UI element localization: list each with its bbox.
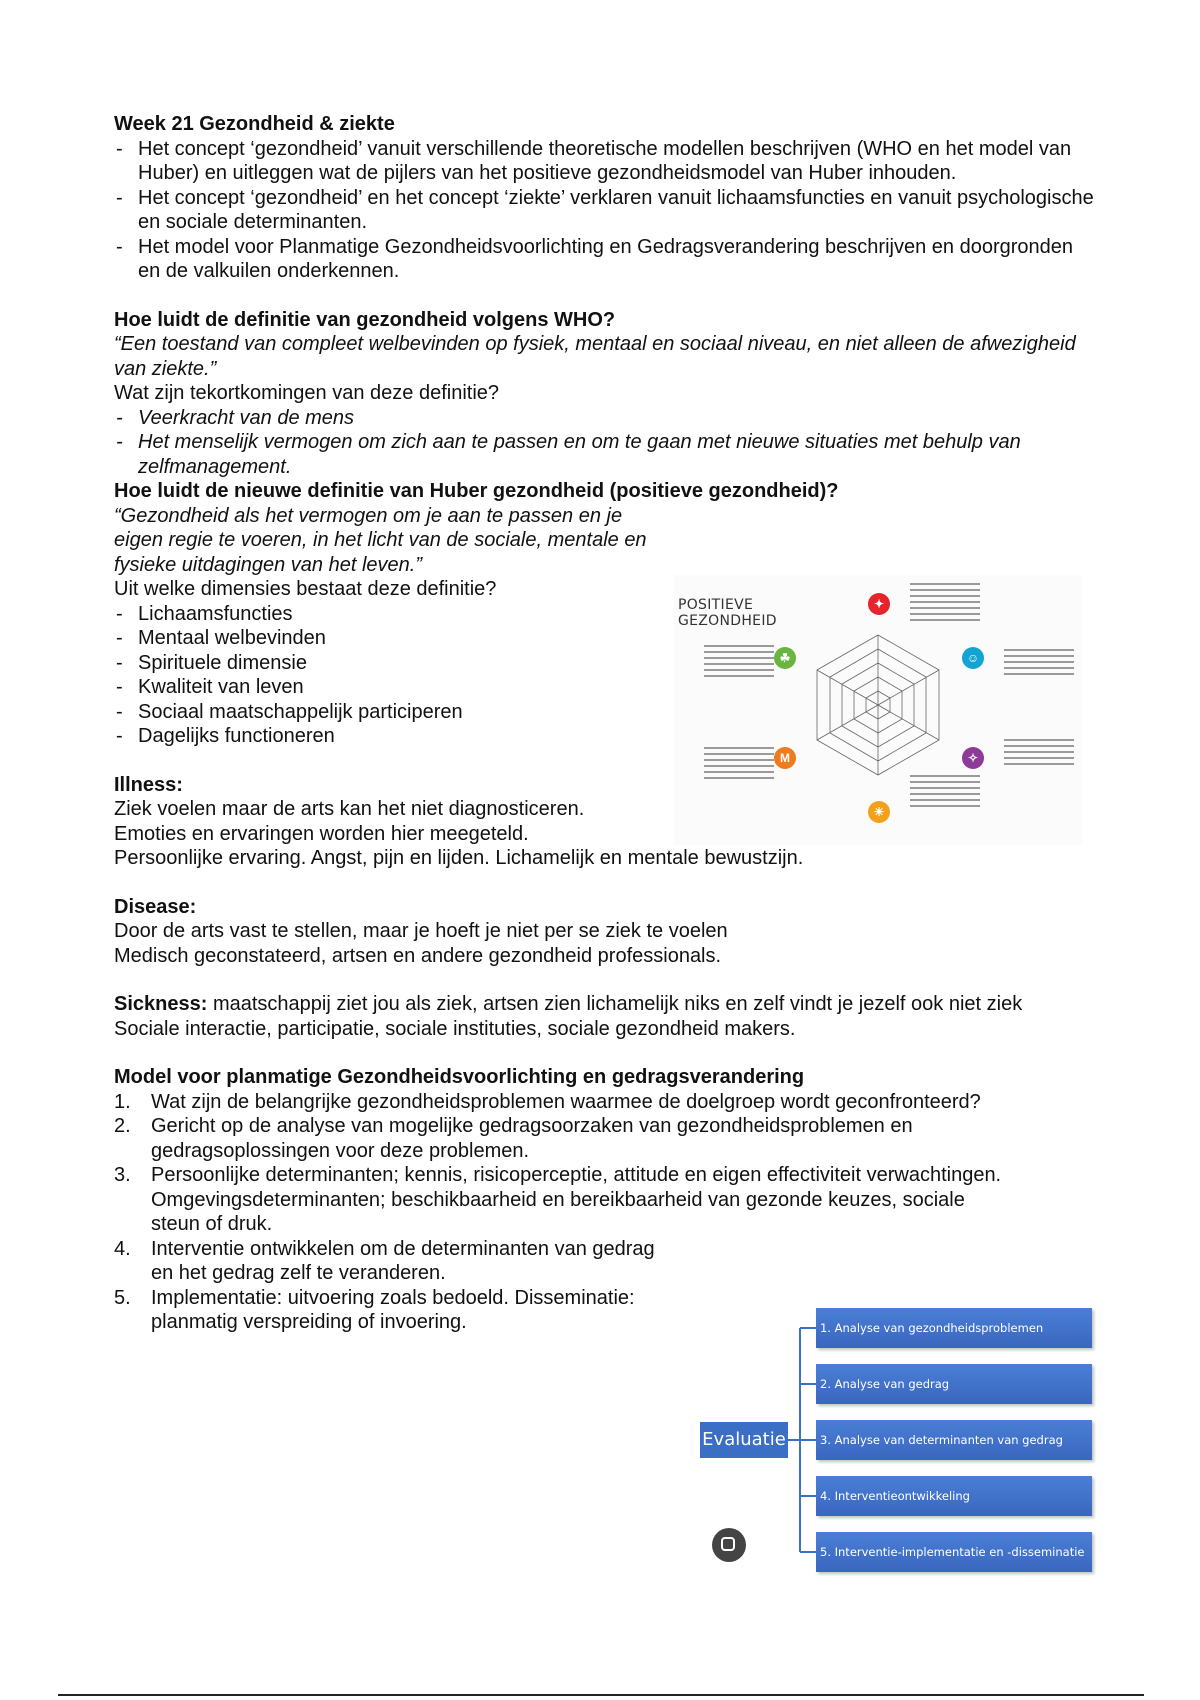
step-number: 5. xyxy=(114,1286,131,1309)
shortcoming-item: - Veerkracht van de mens xyxy=(114,406,1094,431)
figure-title: POSITIEVE GEZONDHEID xyxy=(678,597,777,629)
goal-item: - Het model voor Planmatige Gezondheidsvoorlichting en Gedragsverandering beschrijven en doorgronden en de valkuilen onderkennen. xyxy=(114,235,1094,284)
sickness-title: Sickness: xyxy=(114,993,208,1015)
section-title: Week 21 Gezondheid & ziekte xyxy=(114,113,395,135)
disease-line: Medisch geconstateerd, artsen en andere gezondheid professionals. xyxy=(114,944,722,967)
model-step xyxy=(114,1286,671,1335)
step-number: 3. xyxy=(114,1164,131,1186)
illness-line: Ziek voelen maar de arts kan het niet diagnosticeren. xyxy=(114,798,585,820)
body-functions-icon: ✦ xyxy=(868,593,890,615)
model-title: Model voor planmatige Gezondheidsvoorlichting en gedragsverandering xyxy=(114,1066,805,1088)
learning-goals xyxy=(114,137,1094,284)
dimension-item: - Sociaal maatschappelijk participeren xyxy=(114,700,1094,725)
step-number: 4. xyxy=(114,1237,131,1260)
legend-lines xyxy=(910,771,980,811)
legend-lines xyxy=(704,743,774,783)
flow-step: 4. Interventieontwikkeling xyxy=(816,1476,1092,1516)
who-subquestion: Wat zijn tekortkomingen van deze definitie? xyxy=(114,382,500,404)
dimension-item: - Lichaamsfuncties xyxy=(114,602,1094,627)
evaluation-box: Evaluatie xyxy=(700,1422,788,1458)
legend-lines xyxy=(704,641,774,681)
step-number: 2. xyxy=(114,1115,131,1137)
illness-line: Emoties en ervaringen worden hier meegeteld. xyxy=(114,822,529,845)
dimension-item: - Spirituele dimensie xyxy=(114,651,1094,676)
goal-item: - Het concept ‘gezondheid’ en het concept ‘ziekte’ verklaren vanuit lichaamsfuncties en vanuit psychologische en sociale determinanten. xyxy=(114,186,1094,235)
huber-subquestion: Uit welke dimensies bestaat deze definitie? xyxy=(114,578,497,600)
goal-item: - Het concept ‘gezondheid’ vanuit verschillende theoretische modellen beschrijven (WHO en het model van Huber) en uitleggen wat de pijlers van het positieve gezondheidsmodel van Huber inhouden. xyxy=(114,137,1094,186)
disease-title: Disease: xyxy=(114,895,197,918)
sickness-line: Sociale interactie, participatie, sociale instituties, sociale gezondheid makers. xyxy=(114,1017,796,1040)
mental-wellbeing-icon: ☺ xyxy=(962,647,984,669)
flow-step: 1. Analyse van gezondheidsproblemen xyxy=(816,1308,1092,1348)
who-question: Hoe luidt de definitie van gezondheid volgens WHO? xyxy=(114,308,616,331)
illness-line: Persoonlijke ervaring. Angst, pijn en lijden. Lichamelijk en mentale bewustzijn. xyxy=(114,847,804,869)
model-step xyxy=(114,1237,671,1286)
huber-question: Hoe luidt de nieuwe definitie van Huber gezondheid (positieve gezondheid)? xyxy=(114,480,839,502)
legend-lines xyxy=(1004,735,1074,769)
flow-step: 3. Analyse van determinanten van gedrag xyxy=(816,1420,1092,1460)
page-bottom-rule xyxy=(58,1694,1144,1696)
who-shortcomings xyxy=(114,406,1094,480)
meaning-icon: ✧ xyxy=(962,747,984,769)
step-text: Interventie ontwikkelen om de determinanten van gedrag en het gedrag zelf te veranderen. xyxy=(151,1237,655,1284)
legend-lines xyxy=(910,579,980,625)
flow-step: 5. Interventie-implementatie en -disseminatie xyxy=(816,1532,1092,1572)
quality-of-life-icon: ☀ xyxy=(868,801,890,823)
dimension-item: - Kwaliteit van leven xyxy=(114,675,1094,700)
who-quote: “Een toestand van compleet welbevinden op fysiek, mentaal en sociaal niveau, en niet alleen de afwezigheid van ziekte.” xyxy=(114,333,1076,380)
model-step xyxy=(114,1163,1011,1237)
participation-icon: M xyxy=(774,747,796,769)
illness-title: Illness: xyxy=(114,773,183,796)
model-step xyxy=(114,1114,1094,1163)
sickness-paragraph xyxy=(114,992,1094,1017)
step-text: Persoonlijke determinanten; kennis, risicoperceptie, attitude en eigen effectiviteit verwachtingen. Omgevingsdeterminanten; beschikbaarheid en bereikbaarheid van gezonde keuzes, sociale steun of druk. xyxy=(151,1164,1002,1235)
step-text: Gericht op de analyse van mogelijke gedragsoorzaken van gezondheidsproblemen en gedragsoplossingen voor deze problemen. xyxy=(151,1115,913,1162)
positive-health-figure xyxy=(674,575,1082,845)
shortcoming-item: - Het menselijk vermogen om zich aan te passen en om te gaan met nieuwe situaties met behulp van zelfmanagement. xyxy=(114,430,1094,479)
sickness-text: maatschappij ziet jou als ziek, artsen zien lichamelijk niks en zelf vindt je jezelf ook niet ziek xyxy=(207,993,1023,1015)
lens-icon[interactable] xyxy=(712,1528,746,1562)
evaluation-flow-diagram xyxy=(700,1290,1100,1590)
flow-step: 2. Analyse van gedrag xyxy=(816,1364,1092,1404)
step-text: Implementatie: uitvoering zoals bedoeld. Disseminatie: planmatig verspreiding of invoering. xyxy=(151,1286,635,1333)
daily-functioning-icon: ☘ xyxy=(774,647,796,669)
model-step xyxy=(114,1090,1094,1115)
step-number: 1. xyxy=(114,1090,131,1113)
disease-line: Door de arts vast te stellen, maar je hoeft je niet per se ziek te voelen xyxy=(114,920,728,942)
legend-lines xyxy=(1004,645,1074,679)
step-text: Wat zijn de belangrijke gezondheidsproblemen waarmee de doelgroep wordt geconfronteerd? xyxy=(151,1090,981,1113)
huber-quote: “Gezondheid als het vermogen om je aan te passen en je eigen regie te voeren, in het licht van de sociale, mentale en fysieke uitdagingen van het leven.” xyxy=(114,504,647,576)
dimension-item: - Dagelijks functioneren xyxy=(114,724,1094,749)
dimension-item: - Mentaal welbevinden xyxy=(114,626,1094,651)
